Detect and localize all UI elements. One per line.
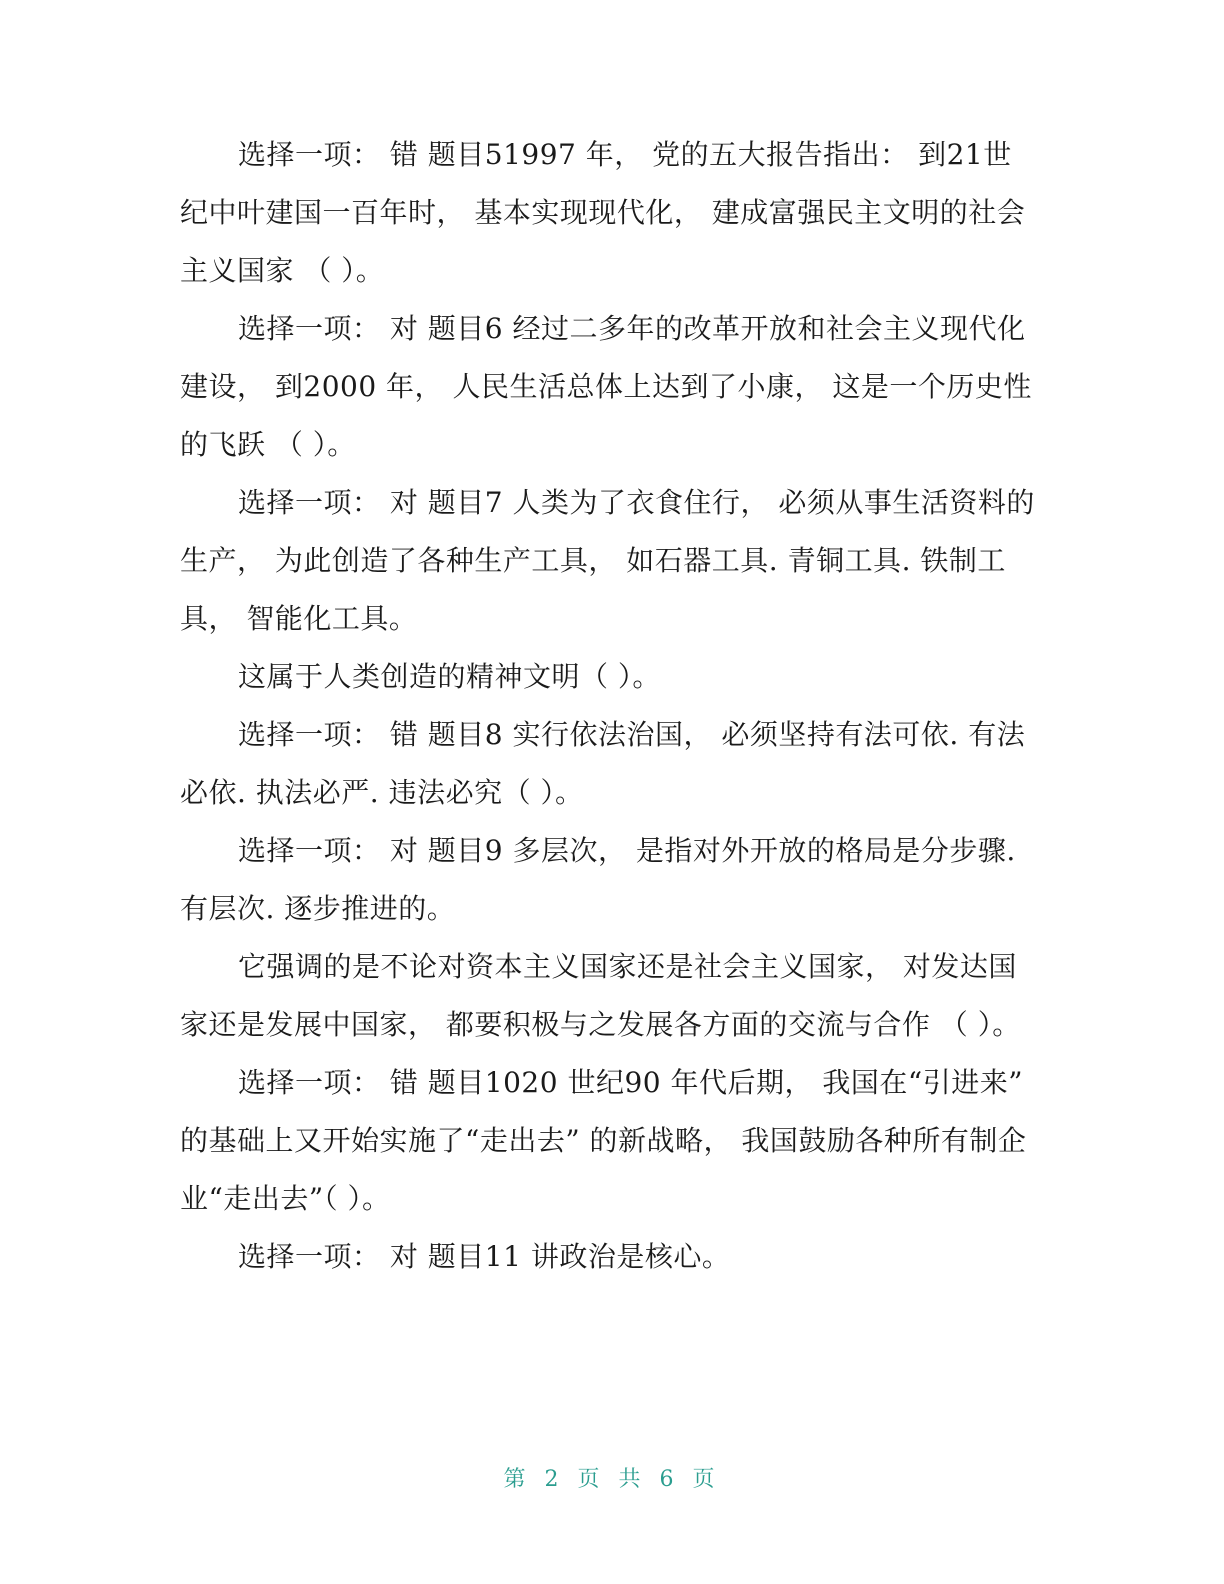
page-footer: 第 2 页 共 6 页	[503, 1467, 721, 1492]
paragraph-7: 它强调的是不论对资本主义国家还是社会主义国家， 对发达国家还是发展中国家， 都要积极与之发展各方面的交流与合作 （ ）。	[180, 950, 1021, 1041]
document-body	[180, 126, 1040, 1286]
paragraph-8: 选择一项： 错 题目1020 世纪90 年代后期， 我国在“引进来” 的基础上又开始实施了“走出去” 的新战略， 我国鼓励各种所有制企业“走出去”（ ）。	[180, 1066, 1027, 1215]
paragraph-6: 选择一项： 对 题目9 多层次， 是指对外开放的格局是分步骤. 有层次. 逐步推进的。	[180, 834, 1016, 925]
paragraph-2: 选择一项： 对 题目6 经过二多年的改革开放和社会主义现代化建设， 到2000 年， 人民生活总体上达到了小康， 这是一个历史性的飞跃 （ ）。	[180, 312, 1032, 461]
paragraph-1: 选择一项： 错 题目51997 年， 党的五大报告指出： 到21世纪中叶建国一百年时， 基本实现现代化， 建成富强民主文明的社会主义国家 （ ）。	[180, 138, 1026, 287]
paragraph-3: 选择一项： 对 题目7 人类为了衣食住行， 必须从事生活资料的生产， 为此创造了各种生产工具， 如石器工具. 青铜工具. 铁制工具， 智能化工具。	[180, 486, 1035, 635]
paragraph-4: 这属于人类创造的精神文明（ ）。	[238, 660, 661, 693]
paragraph-5: 选择一项： 错 题目8 实行依法治国， 必须坚持有法可依. 有法必依. 执法必严. 违法必究（ ）。	[180, 718, 1026, 809]
paragraph-9: 选择一项： 对 题目11 讲政治是核心。	[238, 1240, 731, 1273]
